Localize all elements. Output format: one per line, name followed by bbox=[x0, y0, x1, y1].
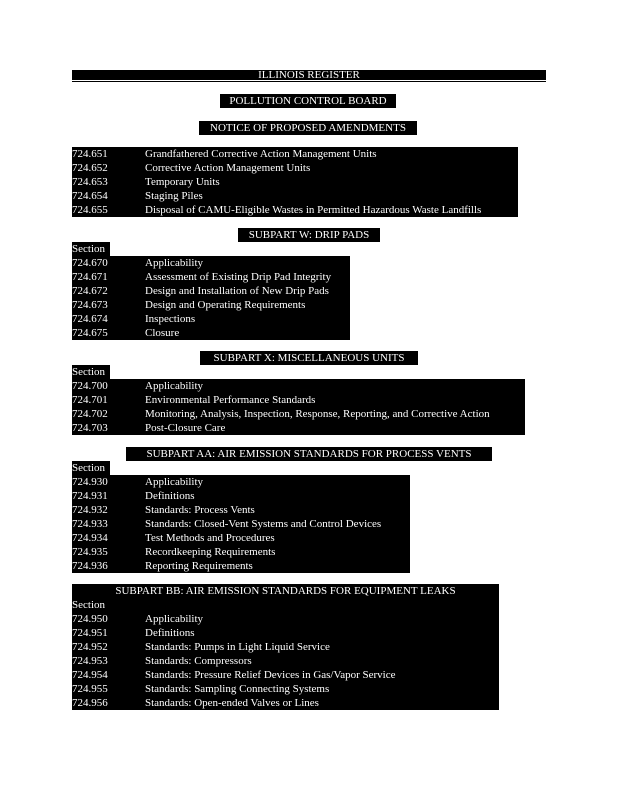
table-row bbox=[72, 189, 518, 203]
subpart-w-heading: SUBPART W: DRIP PADS bbox=[238, 228, 380, 242]
section-list-equipment-leaks bbox=[72, 584, 499, 710]
section-title: Standards: Process Vents bbox=[145, 504, 255, 516]
table-row bbox=[72, 668, 499, 682]
section-label: Section bbox=[72, 461, 110, 475]
section-list-misc-units bbox=[72, 379, 525, 435]
table-row bbox=[72, 284, 350, 298]
table-row bbox=[72, 161, 518, 175]
section-number: 724.652 bbox=[72, 162, 108, 174]
section-title: Recordkeeping Requirements bbox=[145, 546, 276, 558]
table-row bbox=[72, 531, 410, 545]
table-row bbox=[72, 503, 410, 517]
section-title: Applicability bbox=[145, 257, 204, 269]
section-title: Corrective Action Management Units bbox=[145, 162, 311, 174]
section-list-process-vents bbox=[72, 475, 410, 573]
section-list-drip-pads bbox=[72, 256, 350, 340]
table-row bbox=[72, 407, 525, 421]
table-row bbox=[72, 545, 410, 559]
board-name: POLLUTION CONTROL BOARD bbox=[220, 94, 396, 108]
section-number: 724.654 bbox=[72, 190, 108, 202]
section-title: Applicability bbox=[145, 476, 204, 488]
section-list-camu bbox=[72, 147, 518, 217]
notice-title: NOTICE OF PROPOSED AMENDMENTS bbox=[199, 121, 417, 135]
section-title: Monitoring, Analysis, Inspection, Response, Reporting, and Corrective Action bbox=[145, 408, 490, 420]
section-number: 724.951 bbox=[72, 627, 108, 639]
section-title: Definitions bbox=[145, 490, 195, 502]
section-number: 724.653 bbox=[72, 176, 108, 188]
section-number: 724.930 bbox=[72, 476, 108, 488]
table-row bbox=[72, 298, 350, 312]
section-title: Definitions bbox=[145, 627, 195, 639]
table-row bbox=[72, 640, 499, 654]
section-title: Post-Closure Care bbox=[145, 422, 226, 434]
section-label: Section bbox=[72, 599, 105, 611]
section-number: 724.701 bbox=[72, 394, 108, 406]
table-row bbox=[72, 312, 350, 326]
section-title: Standards: Pressure Relief Devices in Gas/Vapor Service bbox=[145, 669, 396, 681]
section-title: Assessment of Existing Drip Pad Integrity bbox=[145, 271, 332, 283]
section-number: 724.950 bbox=[72, 613, 108, 625]
section-title: Standards: Compressors bbox=[145, 655, 252, 667]
section-title: Inspections bbox=[145, 313, 196, 325]
table-row bbox=[72, 475, 410, 489]
section-title: Staging Piles bbox=[145, 190, 203, 202]
table-row bbox=[72, 626, 499, 640]
section-label: Section bbox=[72, 365, 110, 379]
section-number: 724.675 bbox=[72, 327, 108, 339]
section-number: 724.954 bbox=[72, 669, 108, 681]
section-number: 724.651 bbox=[72, 148, 108, 160]
table-row bbox=[72, 682, 499, 696]
section-title: Applicability bbox=[145, 613, 204, 625]
subpart-aa-heading: SUBPART AA: AIR EMISSION STANDARDS FOR PROCESS VENTS bbox=[126, 447, 492, 461]
section-title: Standards: Closed-Vent Systems and Control Devices bbox=[145, 518, 382, 530]
section-number: 724.655 bbox=[72, 204, 108, 216]
section-number: 724.955 bbox=[72, 683, 108, 695]
section-number: 724.933 bbox=[72, 518, 108, 530]
section-number: 724.934 bbox=[72, 532, 108, 544]
section-number: 724.700 bbox=[72, 380, 108, 392]
section-number: 724.956 bbox=[72, 697, 108, 709]
section-number: 724.936 bbox=[72, 560, 108, 572]
section-title: Temporary Units bbox=[145, 176, 220, 188]
section-number: 724.672 bbox=[72, 285, 108, 297]
section-number: 724.932 bbox=[72, 504, 108, 516]
section-number: 724.671 bbox=[72, 271, 108, 283]
table-row bbox=[72, 612, 499, 626]
section-label: Section bbox=[72, 242, 110, 256]
section-title: Test Methods and Procedures bbox=[145, 532, 275, 544]
section-number: 724.670 bbox=[72, 257, 108, 269]
header-rule bbox=[72, 81, 546, 82]
table-row bbox=[72, 326, 350, 340]
section-number: 724.952 bbox=[72, 641, 108, 653]
table-row bbox=[72, 393, 525, 407]
table-row bbox=[72, 421, 525, 435]
table-row bbox=[72, 517, 410, 531]
section-title: Standards: Sampling Connecting Systems bbox=[145, 683, 330, 695]
table-row bbox=[72, 379, 525, 393]
subpart-bb-heading: SUBPART BB: AIR EMISSION STANDARDS FOR EQUIPMENT LEAKS bbox=[115, 585, 456, 597]
section-title: Applicability bbox=[145, 380, 204, 392]
register-title: ILLINOIS REGISTER bbox=[72, 70, 546, 80]
section-title: Closure bbox=[145, 327, 180, 339]
table-row bbox=[72, 696, 499, 710]
table-row bbox=[72, 489, 410, 503]
table-row bbox=[72, 256, 350, 270]
section-title: Environmental Performance Standards bbox=[145, 394, 316, 406]
subpart-x-heading: SUBPART X: MISCELLANEOUS UNITS bbox=[200, 351, 418, 365]
section-number: 724.673 bbox=[72, 299, 108, 311]
section-title: Reporting Requirements bbox=[145, 560, 253, 572]
table-row bbox=[72, 654, 499, 668]
section-number: 724.931 bbox=[72, 490, 108, 502]
section-number: 724.702 bbox=[72, 408, 108, 420]
section-title: Design and Operating Requirements bbox=[145, 299, 306, 311]
section-title: Standards: Open-ended Valves or Lines bbox=[145, 697, 319, 709]
section-number: 724.953 bbox=[72, 655, 108, 667]
section-number: 724.674 bbox=[72, 313, 108, 325]
table-row bbox=[72, 147, 518, 161]
table-row bbox=[72, 559, 410, 573]
section-title: Grandfathered Corrective Action Management Units bbox=[145, 148, 377, 160]
section-title: Disposal of CAMU-Eligible Wastes in Permitted Hazardous Waste Landfills bbox=[145, 204, 482, 216]
section-number: 724.935 bbox=[72, 546, 108, 558]
table-row bbox=[72, 175, 518, 189]
section-title: Design and Installation of New Drip Pads bbox=[145, 285, 329, 297]
table-row bbox=[72, 203, 518, 217]
section-number: 724.703 bbox=[72, 422, 108, 434]
table-row bbox=[72, 270, 350, 284]
section-title: Standards: Pumps in Light Liquid Service bbox=[145, 641, 330, 653]
